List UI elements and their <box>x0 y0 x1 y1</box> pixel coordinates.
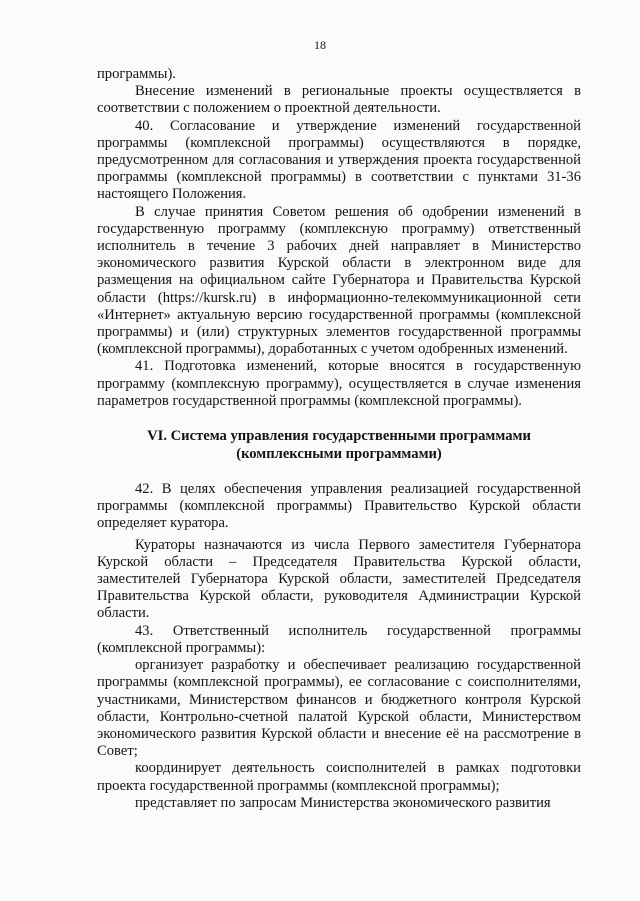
paragraph-coordinates: координирует деятельность соисполнителей в рамках подготовки проекта государственной программы (комплексной программы); <box>97 760 581 794</box>
paragraph-represents: представляет по запросам Министерства экономического развития <box>135 794 551 811</box>
section-heading <box>97 428 581 463</box>
paragraph-continuation: программы). <box>97 66 176 82</box>
paragraph-council-approval: В случае принятия Советом решения об одобрении изменений в государственную программу (комплексную программу) ответственный исполнитель в течение 3 рабочих дней направляет в Министерство экономического развития Курской области в электронном виде для размещения на официальном сайте Губернатора и Правительства Курской области (https://kursk.ru) в информационно-телекоммуникационной сети «Интернет» актуальную версию государственной программы (комплексной программы) и (или) структурных элементов государственной программы (комплексной программы), доработанных с учетом одобренных изменений. <box>97 203 581 358</box>
page-number: 18 <box>314 38 326 52</box>
section-title-line-2: (комплексными программами) <box>236 445 442 462</box>
paragraph-41: 41. Подготовка изменений, которые вносятся в государственную программу (комплексную программу), осуществляется в случае изменения параметров государственной программы (комплексной программы). <box>97 358 581 409</box>
paragraph-curators: Кураторы назначаются из числа Первого заместителя Губернатора Курской области – Председателя Правительства Курской области, заместителей Губернатора Курской области, заместителей Председателя Правительства Курской области, руководителя Администрации Курской области. <box>97 536 581 622</box>
page-content <box>97 66 581 812</box>
section-title-line-1: VI. Система управления государственными программами <box>147 428 531 445</box>
paragraph-regional-projects: Внесение изменений в региональные проекты осуществляется в соответствии с положением о проектной деятельности. <box>97 83 581 117</box>
paragraph-43: 43. Ответственный исполнитель государственной программы (комплексной программы): <box>97 622 581 656</box>
paragraph-organizes: организует разработку и обеспечивает реализацию государственной программы (комплексной программы), ее согласование с соисполнителями, участниками, Министерством финансов и бюджетного контроля Курской области, Контрольно-счетной палатой Курской области, Министерством экономического развития Курской области и внесение её на рассмотрение в Совет; <box>97 657 581 760</box>
paragraph-42: 42. В целях обеспечения управления реализацией государственной программы (комплексной программы) Правительство Курской области определяет куратора. <box>97 481 581 532</box>
paragraph-40: 40. Согласование и утверждение изменений государственной программы (комплексной программы) осуществляются в порядке, предусмотренном для согласования и утверждения проекта государственной программы (комплексной программы) в соответствии с пунктами 31-36 настоящего Положения. <box>97 117 581 203</box>
